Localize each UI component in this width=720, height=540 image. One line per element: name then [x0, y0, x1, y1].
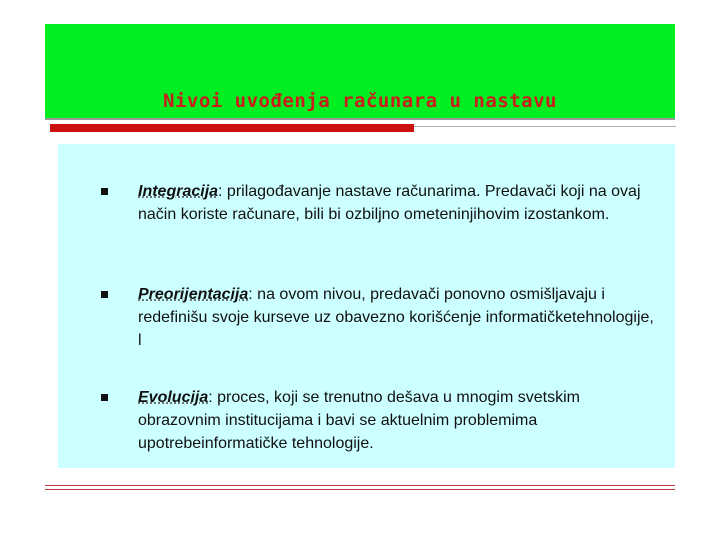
divider-line: [414, 126, 676, 127]
list-item-description: : prilagođavanje nastave računarima. Predavači koji na ovaj način koriste računare, bili bi ozbiljno ometeninjihovim izostankom.: [138, 183, 641, 223]
list-item-description: : na ovom nivou, predavači ponovno osmišljavaju i redefinišu svoje kurseve uz obavezno korišćenje informatičketehnologije, l: [138, 286, 654, 349]
footer-line: [45, 489, 675, 490]
square-bullet-icon: [101, 188, 108, 195]
list-item-term: Preorijentacija: [138, 286, 249, 303]
list-item-text: [138, 180, 658, 226]
list-item-term: Integracija: [138, 183, 219, 200]
square-bullet-icon: [101, 291, 108, 298]
accent-bar: [50, 124, 414, 132]
list-item-term: Evolucija: [138, 389, 209, 406]
list-item-text: [138, 283, 658, 352]
list-item-description: : proces, koji se trenutno dešava u mnogim svetskim obrazovnim institucijama i bavi se aktuelnim problemima upotrebeinformatičke tehnologije.: [138, 389, 580, 452]
content-panel: [58, 144, 675, 468]
slide-title: Nivoi uvođenja računara u nastavu: [163, 90, 557, 112]
square-bullet-icon: [101, 394, 108, 401]
title-underline: [45, 118, 675, 120]
list-item-text: [138, 386, 658, 455]
footer-line: [45, 485, 675, 486]
